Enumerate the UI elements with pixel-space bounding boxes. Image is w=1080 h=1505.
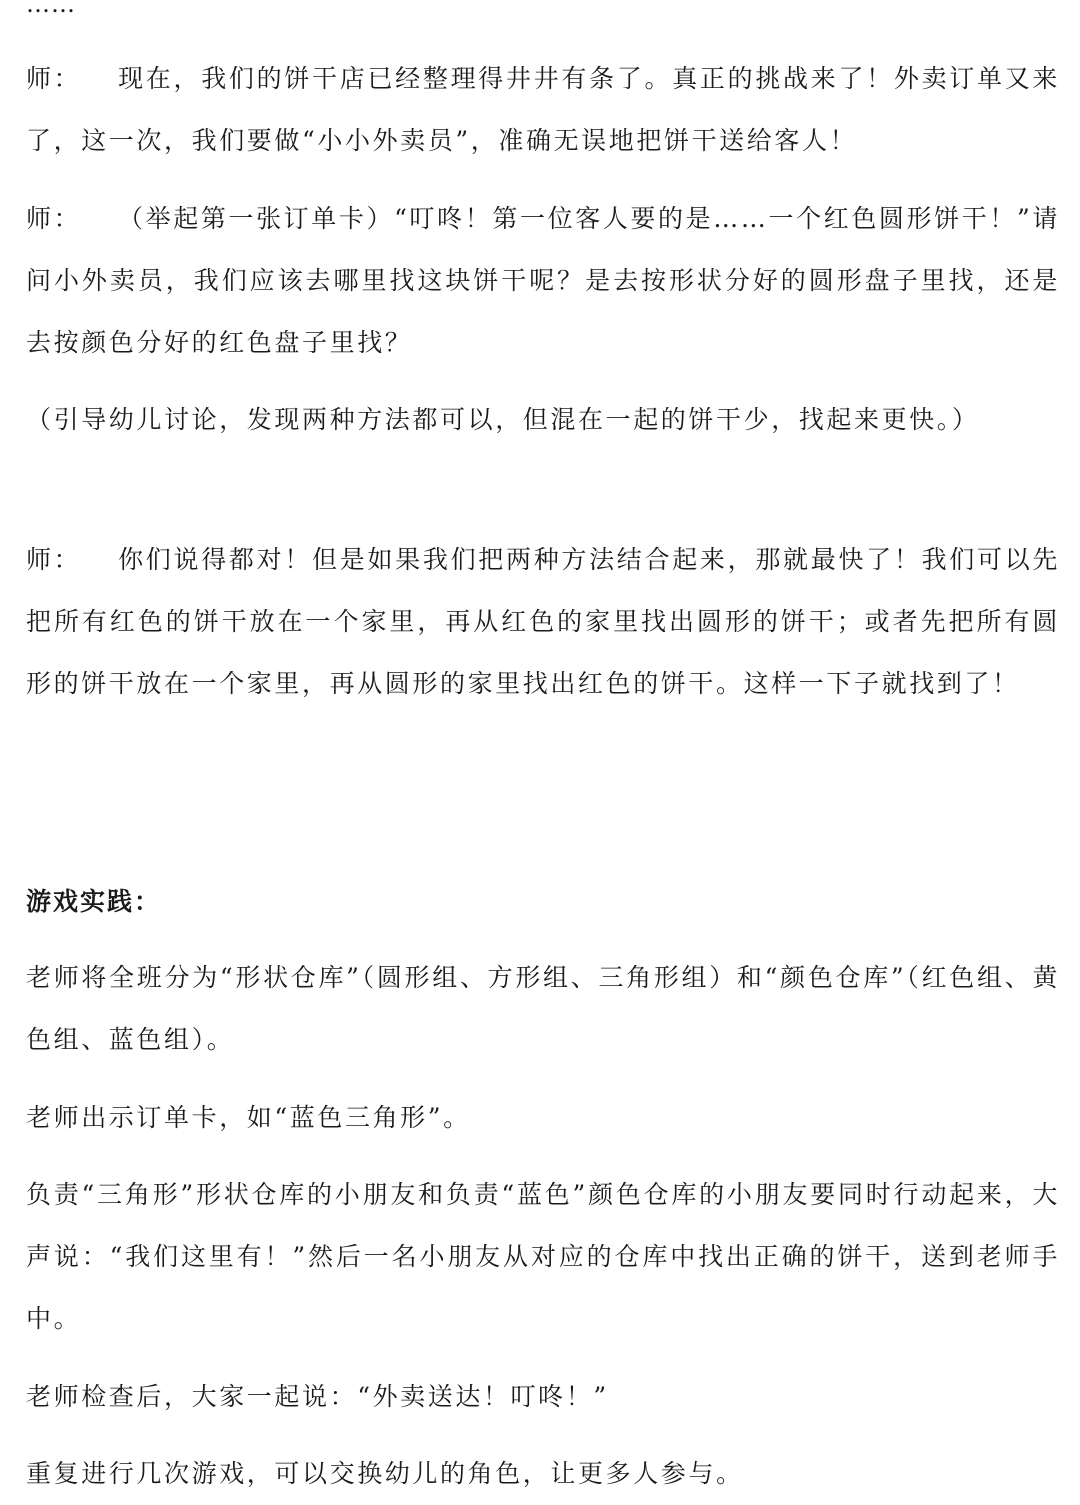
leading-ellipsis: ……	[26, 0, 76, 18]
step-paragraph-5: 重复进行几次游戏，可以交换幼儿的角色，让更多人参与。	[26, 1459, 744, 1488]
speaker-label: 师：	[26, 545, 82, 574]
dialogue-text: （举起第一张订单卡）“叮咚！第一位客人要的是……一个红色圆形饼干！”请问小外卖员，我们应该去哪里找这块饼干呢？是去按形状分好的圆形盘子里找，还是去按颜色分好的红色盘子里找？	[26, 204, 1060, 357]
step-paragraph-3: 负责“三角形”形状仓库的小朋友和负责“蓝色”颜色仓库的小朋友要同时行动起来，大声说：“我们这里有！”然后一名小朋友从对应的仓库中找出正确的饼干，送到老师手中。	[26, 1180, 1060, 1333]
step-paragraph-4: 老师检查后，大家一起说：“外卖送达！叮咚！”	[26, 1382, 609, 1411]
dialogue-paragraph-3	[26, 389, 1060, 451]
dialogue-text: 现在，我们的饼干店已经整理得井井有条了。真正的挑战来了！外卖订单又来了，这一次，我们要做“小小外卖员”，准确无误地把饼干送给客人！	[26, 64, 1060, 155]
step-paragraph-1: 老师将全班分为“形状仓库”（圆形组、方形组、三角形组）和“颜色仓库”（红色组、黄色组、蓝色组）。	[26, 963, 1060, 1054]
dialogue-paragraph-2	[26, 188, 1060, 374]
speaker-label: 师：	[26, 204, 82, 233]
step-paragraph-2: 老师出示订单卡，如“蓝色三角形”。	[26, 1103, 471, 1132]
speaker-label: 师：	[26, 64, 82, 93]
dialogue-text: 你们说得都对！但是如果我们把两种方法结合起来，那就最快了！我们可以先把所有红色的饼干放在一个家里，再从红色的家里找出圆形的饼干；或者先把所有圆形的饼干放在一个家里，再从圆形的家里找出红色的饼干。这样一下子就找到了！	[26, 545, 1060, 698]
dialogue-paragraph-4	[26, 529, 1060, 715]
dialogue-text: （引导幼儿讨论，发现两种方法都可以，但混在一起的饼干少，找起来更快。）	[26, 405, 980, 434]
dialogue-paragraph-1	[26, 48, 1060, 172]
section-heading: 游戏实践：	[26, 887, 162, 916]
